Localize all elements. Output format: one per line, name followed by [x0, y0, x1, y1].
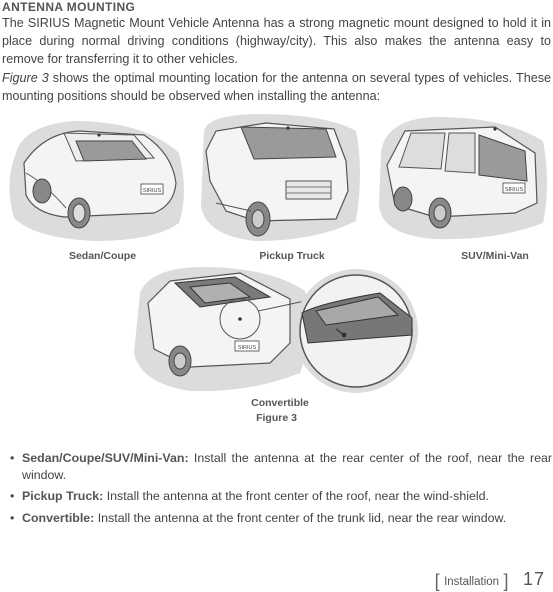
list-item-term: Convertible: — [22, 510, 95, 525]
suv-label: SUV/Mini-Van — [461, 250, 529, 262]
pickup-truck-label: Pickup Truck — [259, 250, 325, 262]
figure-caption: Figure 3 — [256, 412, 297, 424]
section-heading: ANTENNA MOUNTING — [2, 0, 136, 14]
suv-illustration — [375, 113, 550, 243]
bullet-icon: • — [10, 451, 15, 465]
figure-reference-text: shows the optimal mounting location for the antenna on several types of vehicles. These mounting positions should be observed when installing the antenna: — [2, 71, 552, 103]
page-footer — [435, 569, 545, 592]
sedan-label: Sedan/Coupe — [68, 250, 137, 262]
footer-section: Installation — [444, 576, 500, 588]
list-item-term: Pickup Truck: — [22, 489, 104, 503]
sedan-plate: SIRIUS — [142, 188, 162, 194]
bullet-icon: • — [10, 510, 15, 525]
convertible-label: Convertible — [251, 397, 309, 409]
list-item — [10, 450, 552, 483]
figure-reference: Figure 3 — [2, 71, 49, 85]
footer-bracket-open: [ — [434, 571, 440, 591]
footer-bracket-close: ] — [503, 571, 509, 591]
figure-reference-paragraph — [2, 69, 551, 105]
list-item — [10, 488, 552, 505]
suv-plate: SIRIUS — [504, 187, 524, 193]
list-item-text: Install the antenna at the front center of the trunk lid, near the rear window. — [94, 510, 507, 525]
mounting-instructions-list — [10, 450, 552, 531]
convertible-illustration — [130, 263, 430, 398]
intro-paragraph: The SIRIUS Magnetic Mount Vehicle Antenna has a strong magnetic mount designed to hold it in place during normal driving conditions (highway/city). This also makes the antenna easy to remove for transferring it to other vehicles. — [2, 16, 551, 66]
list-item-text: Install the antenna at the front center of the roof, near the wind-shield. — [103, 489, 489, 503]
page-number: 17 — [522, 569, 545, 589]
pickup-truck-illustration — [196, 111, 366, 246]
list-item-text: Install the antenna at the rear center of the roof, near the rear window. — [22, 451, 552, 482]
list-item-term: Sedan/Coupe/SUV/Mini-Van: — [22, 451, 189, 465]
bullet-icon: • — [10, 489, 15, 503]
list-item — [10, 510, 552, 527]
convertible-plate: SIRIUS — [237, 345, 257, 351]
sedan-illustration — [4, 113, 189, 243]
